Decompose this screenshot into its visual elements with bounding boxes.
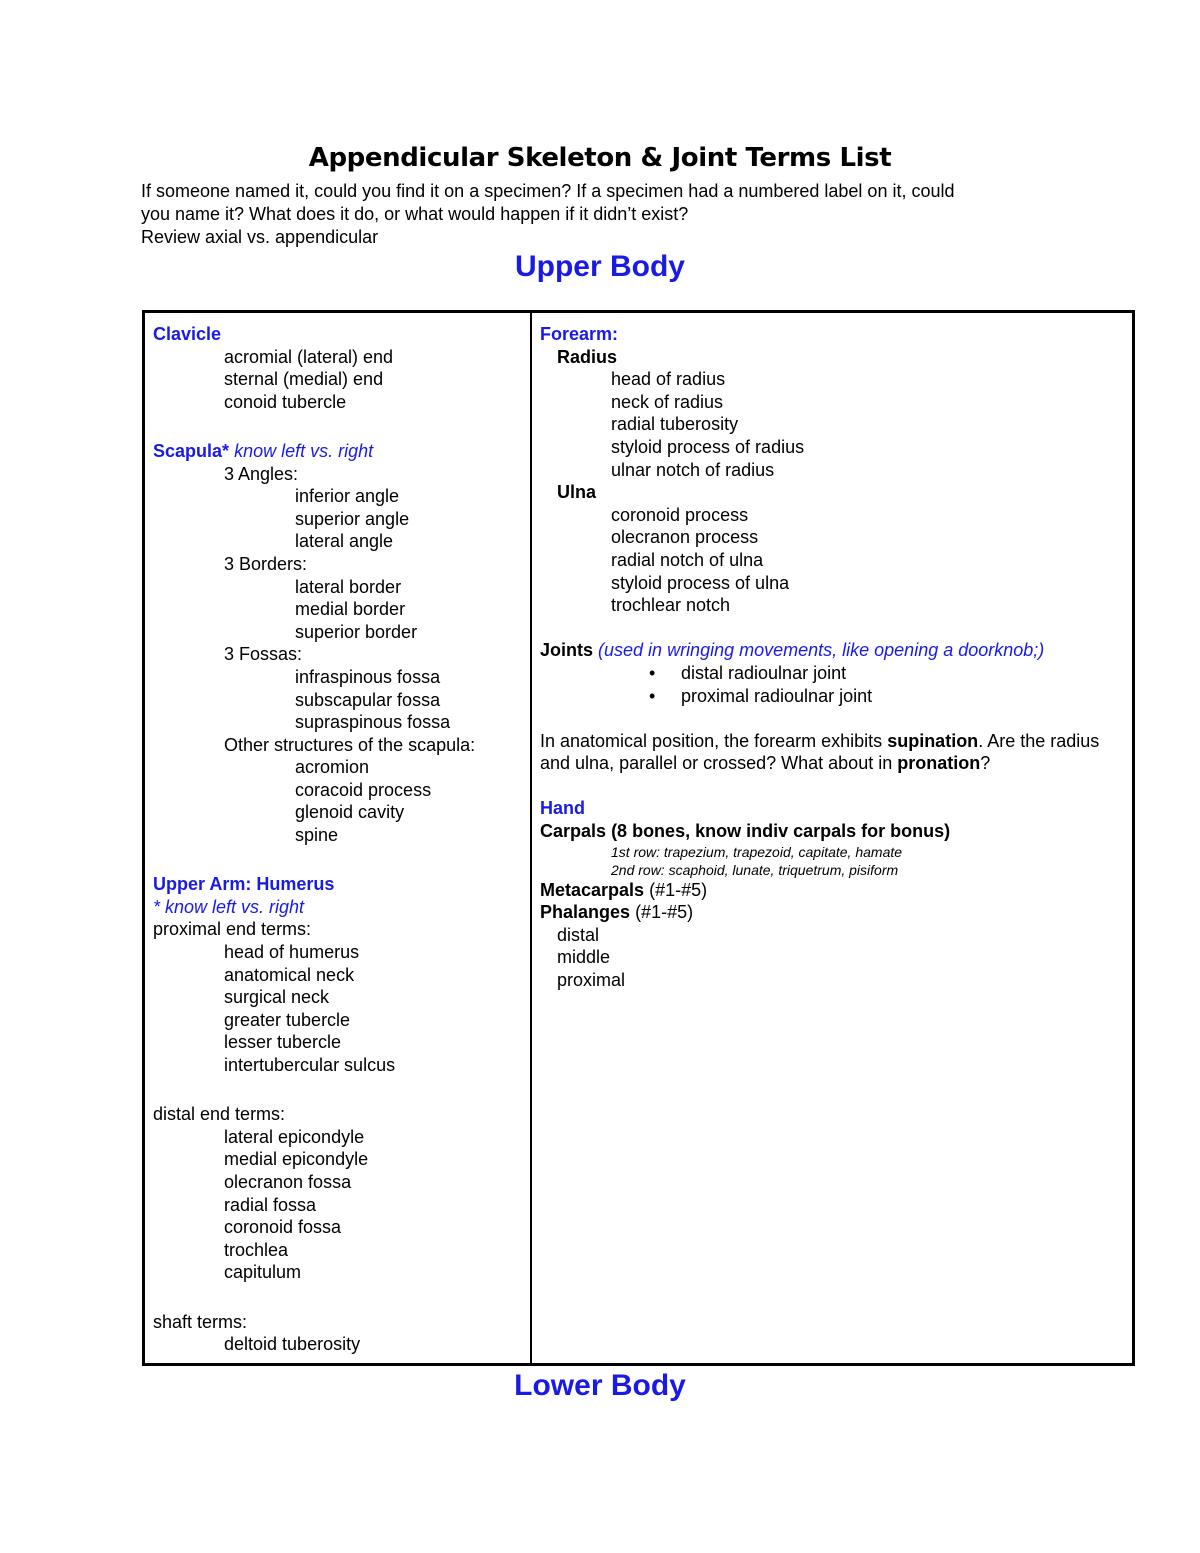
scapula-heading: Scapula* — [153, 440, 230, 461]
carpals-heading: Carpals — [540, 821, 607, 842]
list-item: intertubercular sulcus — [224, 1055, 396, 1075]
intro — [141, 180, 1061, 249]
proximal-label: proximal end terms: — [153, 919, 312, 940]
list-item: acromial (lateral) end — [224, 346, 394, 367]
bullet-icon: • — [649, 662, 656, 683]
joints-note: (used in wringing movements, like opening a doorknob;) — [598, 640, 1045, 661]
list-item: sternal (medial) end — [224, 369, 384, 390]
humerus-note: * know left vs. right — [153, 896, 305, 917]
list-item: coronoid fossa — [224, 1217, 342, 1238]
list-item: styloid process of ulna — [611, 572, 790, 593]
list-item: infraspinous fossa — [295, 666, 441, 687]
right-column — [540, 323, 1130, 992]
list-item: inferior angle — [295, 486, 400, 507]
forearm-heading: Forearm: — [540, 324, 619, 344]
column-divider — [530, 313, 532, 1363]
list-item: middle — [557, 947, 611, 968]
list-item: lesser tubercle — [224, 1032, 342, 1053]
list-item: radial fossa — [224, 1194, 317, 1215]
terms-table — [142, 310, 1135, 1366]
list-item: lateral border — [295, 576, 402, 597]
list-item: lateral angle — [295, 531, 394, 552]
metacarpals-heading: Metacarpals — [540, 879, 645, 900]
fossas-label: 3 Fossas: — [224, 644, 303, 665]
list-item: anatomical neck — [224, 964, 355, 985]
list-item: distal — [557, 924, 600, 945]
distal-label: distal end terms: — [153, 1104, 286, 1125]
bullet-icon: • — [649, 685, 656, 706]
list-item: greater tubercle — [224, 1009, 351, 1030]
shaft-label: shaft terms: — [153, 1311, 248, 1332]
intro-line-1: If someone named it, could you find it on a specimen? If a specimen had a numbered label on it, could — [141, 181, 955, 201]
list-item: coronoid process — [611, 504, 749, 525]
phalanges-line — [540, 901, 1130, 924]
page-title: Appendicular Skeleton & Joint Terms List — [308, 143, 892, 173]
metacarpals-note: (#1-#5) — [649, 879, 708, 900]
radius-heading: Radius — [557, 346, 618, 367]
list-item: proximal — [557, 970, 626, 991]
anatomical-position-text — [540, 730, 1115, 775]
clavicle-heading: Clavicle — [153, 324, 222, 344]
left-column — [153, 323, 523, 1356]
borders-label: 3 Borders: — [224, 553, 308, 574]
intro-line-3: Review axial vs. appendicular — [141, 227, 379, 247]
list-item: olecranon process — [611, 527, 759, 548]
ulna-heading: Ulna — [557, 482, 597, 503]
phalanges-heading: Phalanges — [540, 902, 631, 923]
list-item — [540, 662, 1130, 685]
list-item: medial border — [295, 599, 406, 620]
position-text: In anatomical position, the forearm exhibits — [540, 730, 888, 751]
list-item: coracoid process — [295, 779, 432, 800]
list-item: olecranon fossa — [224, 1171, 352, 1192]
pronation-term: pronation — [897, 753, 981, 774]
list-item: subscapular fossa — [295, 689, 441, 710]
list-item: surgical neck — [224, 987, 330, 1008]
list-item: medial epicondyle — [224, 1149, 369, 1170]
hand-heading: Hand — [540, 798, 585, 819]
list-item: supraspinous fossa — [295, 712, 451, 733]
supination-term: supination — [887, 730, 979, 751]
humerus-heading: Upper Arm: Humerus — [153, 874, 335, 895]
position-text: . Are the radius and ulna, parallel or crossed? What about in — [540, 730, 1100, 774]
list-item: radial notch of ulna — [611, 549, 764, 570]
carpals-row-2: 2nd row: scaphoid, lunate, triquetrum, pisiform — [611, 861, 899, 878]
joint-item: distal radioulnar joint — [681, 662, 847, 683]
intro-line-2: you name it? What does it do, or what would happen if it didn’t exist? — [141, 204, 689, 224]
angles-label: 3 Angles: — [224, 463, 299, 484]
carpals-line — [540, 820, 1130, 843]
scapula-heading-line — [153, 440, 523, 463]
carpals-row-1: 1st row: trapezium, trapezoid, capitate, hamate — [611, 843, 903, 860]
list-item: radial tuberosity — [611, 414, 739, 435]
metacarpals-line — [540, 879, 1130, 902]
other-structures-label: Other structures of the scapula: — [224, 734, 476, 755]
list-item: head of humerus — [224, 942, 360, 963]
list-item: head of radius — [611, 369, 726, 390]
carpals-note: (8 bones, know indiv carpals for bonus) — [611, 821, 951, 842]
list-item: conoid tubercle — [224, 391, 347, 412]
list-item: superior border — [295, 621, 418, 642]
lower-body-heading: Lower Body — [514, 1369, 686, 1402]
list-item — [540, 685, 1130, 708]
joint-item: proximal radioulnar joint — [681, 685, 873, 706]
phalanges-note: (#1-#5) — [635, 902, 694, 923]
list-item: styloid process of radius — [611, 436, 805, 457]
list-item: trochlear notch — [611, 595, 731, 616]
list-item: neck of radius — [611, 391, 724, 412]
list-item: glenoid cavity — [295, 802, 405, 823]
list-item: capitulum — [224, 1262, 302, 1283]
list-item: lateral epicondyle — [224, 1126, 365, 1147]
list-item: trochlea — [224, 1239, 289, 1260]
list-item: superior angle — [295, 508, 410, 529]
list-item: acromion — [295, 757, 370, 778]
list-item: ulnar notch of radius — [611, 459, 775, 480]
list-item: spine — [295, 825, 339, 846]
joints-heading: Joints — [540, 640, 594, 661]
upper-body-heading: Upper Body — [514, 250, 685, 283]
joints-heading-line — [540, 639, 1130, 662]
list-item: deltoid tuberosity — [224, 1334, 361, 1355]
scapula-note: know left vs. right — [234, 440, 374, 461]
position-text: ? — [980, 753, 991, 774]
